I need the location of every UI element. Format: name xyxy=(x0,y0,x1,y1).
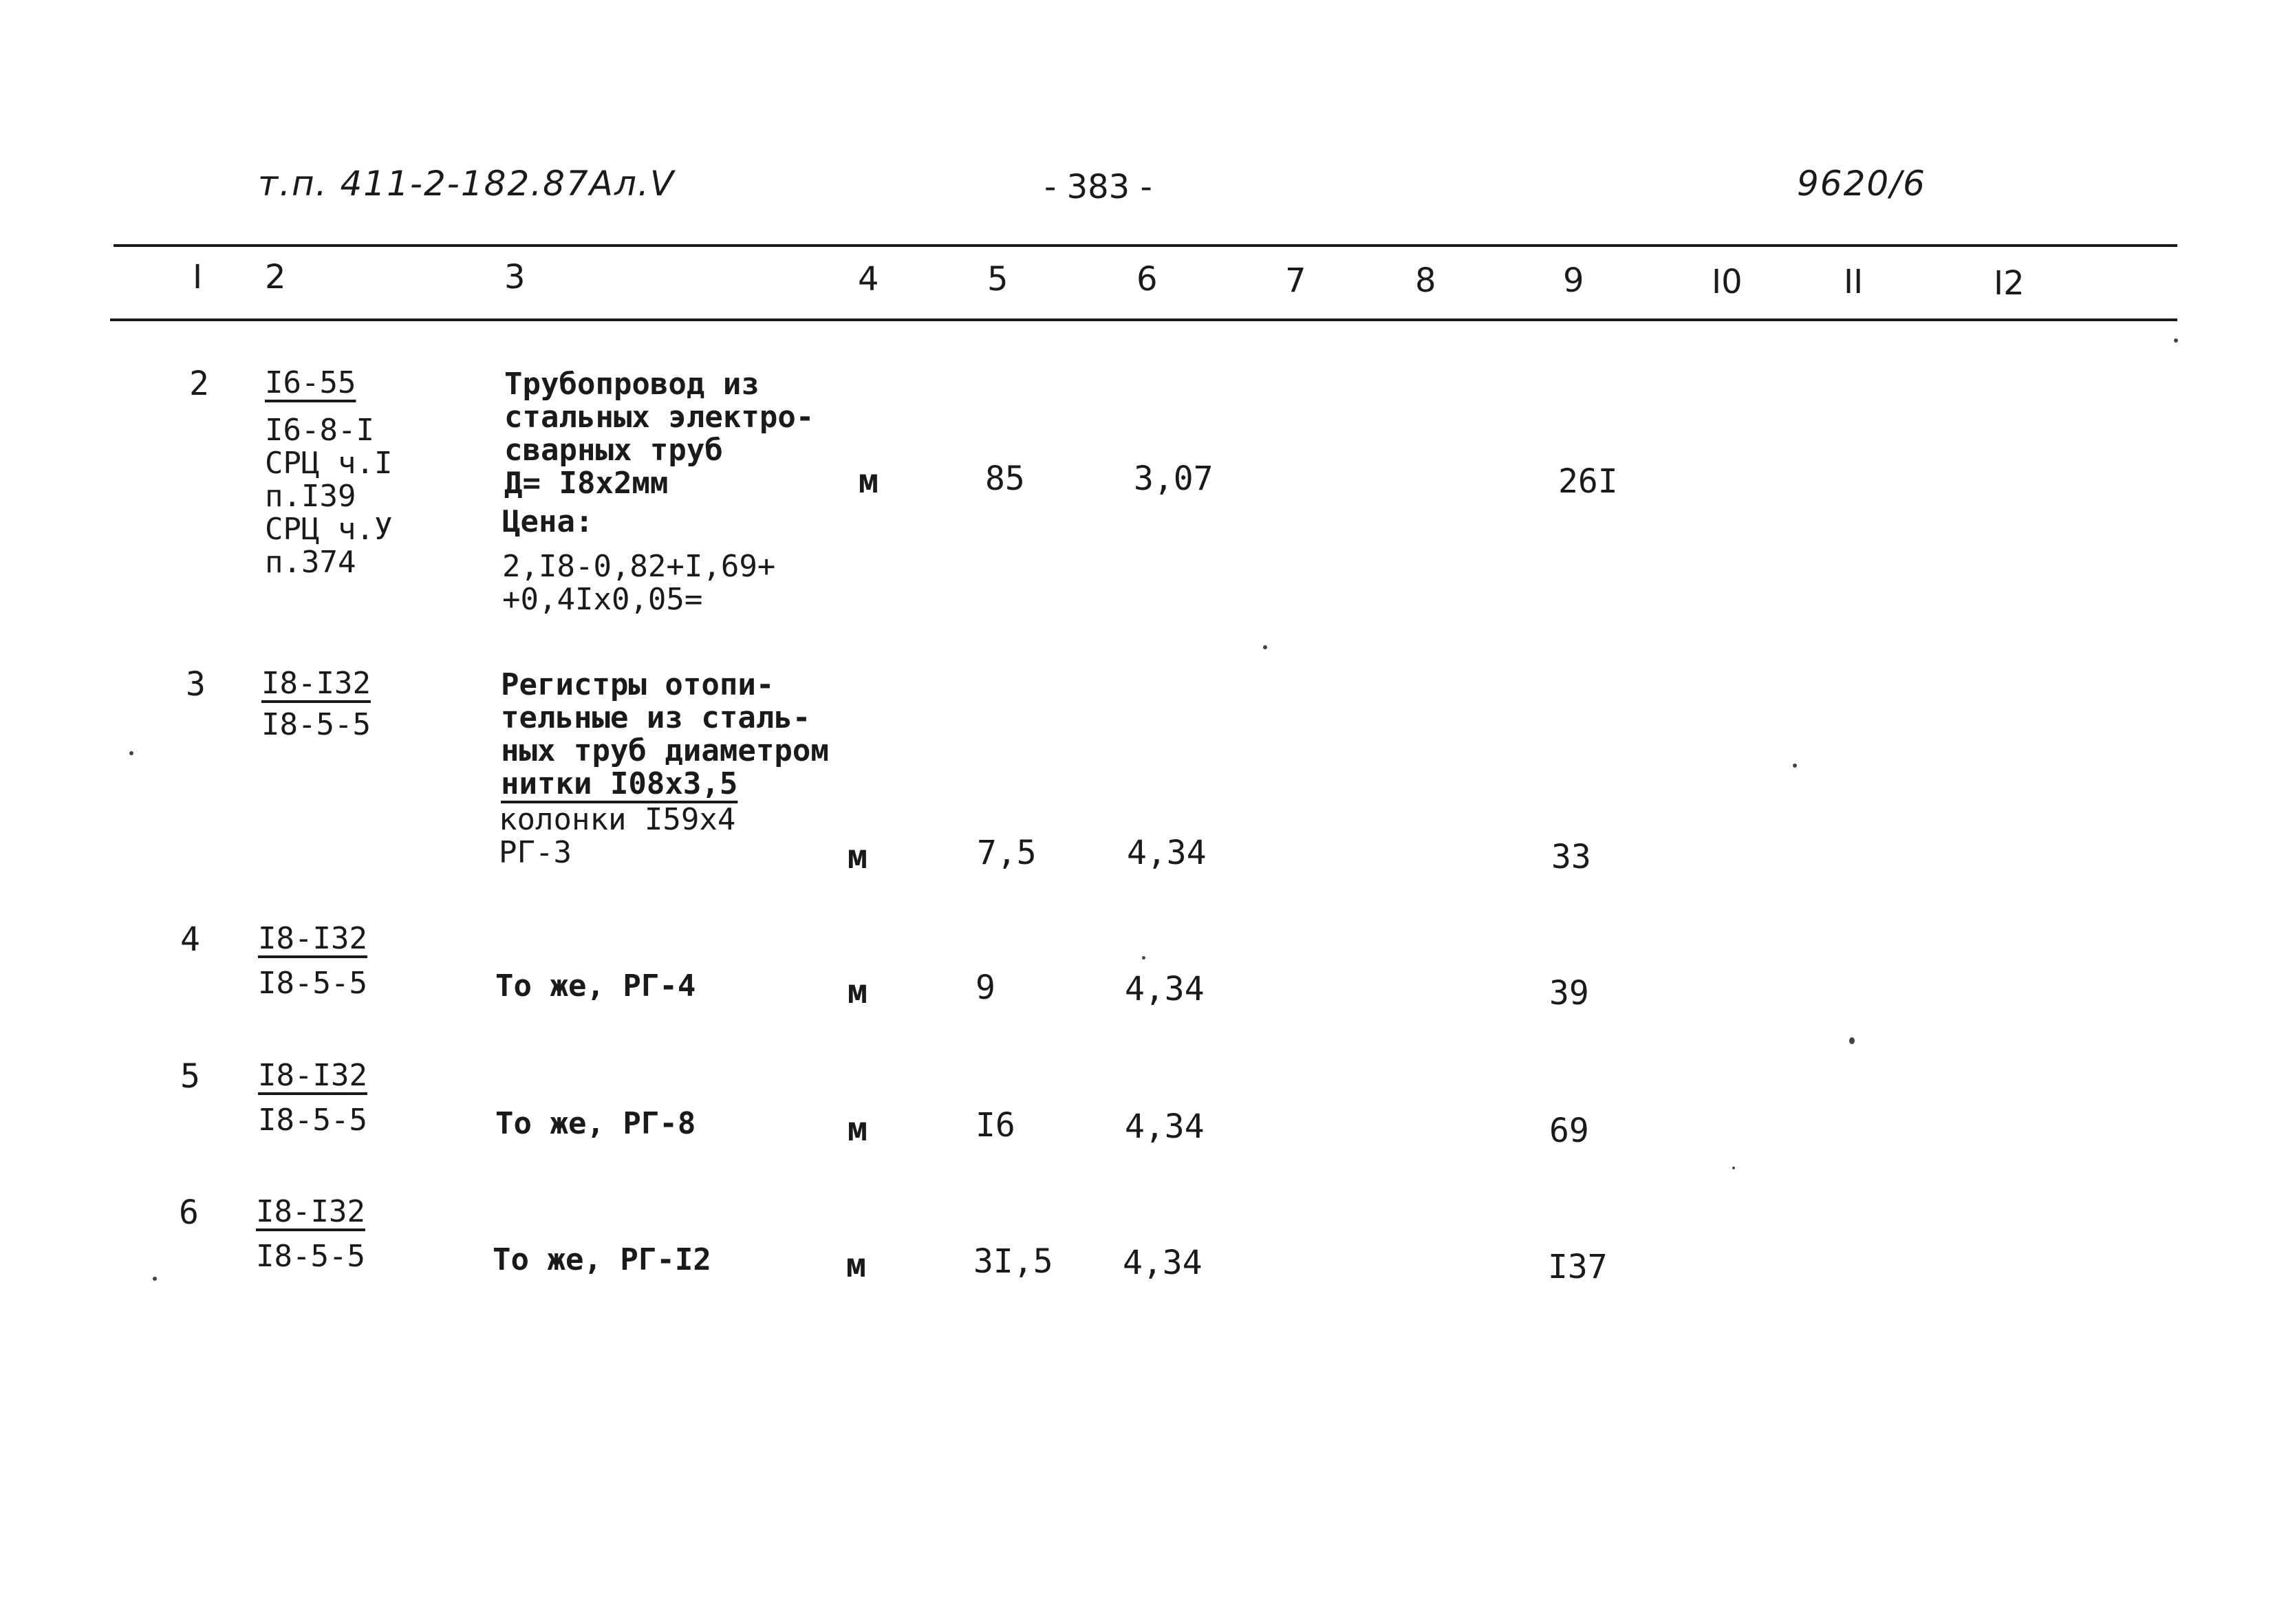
description-line: нитки I08x3,5 xyxy=(501,766,738,801)
price-label: Цена: xyxy=(502,504,594,539)
description-line: ных труб диаметром xyxy=(501,733,829,768)
scan-speck xyxy=(153,1277,157,1281)
header-bottom-rule xyxy=(110,318,2177,321)
unit: м xyxy=(859,462,878,501)
total-cost: 69 xyxy=(1549,1112,1589,1150)
total-cost: I37 xyxy=(1548,1248,1608,1286)
scan-speck xyxy=(1849,1037,1855,1044)
unit: м xyxy=(848,973,867,1011)
item-description-extra xyxy=(499,803,735,869)
unit-price: 4,34 xyxy=(1125,970,1205,1008)
rate-reference: I8-5-5 xyxy=(261,707,371,742)
total-cost: 26I xyxy=(1558,462,1618,501)
description-line: РГ-3 xyxy=(499,835,572,870)
column-header: I xyxy=(193,258,203,296)
reference-line: п.374 xyxy=(265,545,356,580)
row-number: 3 xyxy=(186,665,206,704)
column-header: II xyxy=(1844,263,1864,301)
item-description: То же, РГ-8 xyxy=(495,1106,696,1141)
scan-speck xyxy=(1263,645,1267,649)
description-line: Д= I8x2мм xyxy=(504,466,669,501)
item-description: То же, РГ-I2 xyxy=(493,1242,711,1277)
quantity: 7,5 xyxy=(977,834,1037,872)
price-formula xyxy=(502,550,775,616)
header-top-rule xyxy=(114,244,2177,247)
quantity: 3I,5 xyxy=(973,1242,1053,1281)
rate-reference: I8-5-5 xyxy=(258,1103,367,1138)
scan-speck xyxy=(1732,1167,1735,1169)
total-cost: 33 xyxy=(1551,838,1591,876)
column-header: 9 xyxy=(1563,261,1584,300)
sheet-code: 9620/6 xyxy=(1797,164,1926,204)
description-line: Трубопровод из xyxy=(504,367,759,402)
reference-line: СРЦ ч.У xyxy=(265,512,393,547)
item-description xyxy=(501,669,829,801)
column-header: I0 xyxy=(1712,263,1743,301)
unit-price: 3,07 xyxy=(1134,459,1214,498)
description-line: стальных электро- xyxy=(504,400,815,435)
item-description: То же, РГ-4 xyxy=(495,968,696,1004)
quantity: 85 xyxy=(985,459,1025,498)
formula-line: 2,I8-0,82+I,69+ xyxy=(502,549,776,584)
reference-line: I6-8-I xyxy=(265,413,374,448)
unit-price: 4,34 xyxy=(1125,1107,1205,1146)
document-code: т.п. 411-2-182.87Ал.V xyxy=(258,164,676,204)
item-description xyxy=(504,368,814,500)
unit-price: 4,34 xyxy=(1123,1244,1203,1282)
unit: м xyxy=(848,838,867,876)
scan-speck xyxy=(2174,338,2178,343)
scan-speck xyxy=(1142,956,1145,960)
column-header: 4 xyxy=(858,260,879,299)
column-header: I2 xyxy=(1994,264,2025,303)
scan-speck xyxy=(1793,764,1797,768)
description-line: тельные из сталь- xyxy=(501,700,811,735)
row-number: 6 xyxy=(179,1193,199,1232)
rate-reference: I8-5-5 xyxy=(256,1239,365,1274)
rate-code: I8-I32 xyxy=(258,1058,367,1093)
page-number: - 383 - xyxy=(1044,168,1152,206)
scan-speck xyxy=(129,751,133,755)
total-cost: 39 xyxy=(1549,974,1589,1013)
column-header: 3 xyxy=(504,258,526,296)
description-line: сварных труб xyxy=(504,433,723,468)
column-header: 2 xyxy=(265,258,286,296)
description-line: Регистры отопи- xyxy=(501,667,775,702)
rate-code: I8-I32 xyxy=(256,1194,365,1229)
rate-code: I6-55 xyxy=(265,365,356,400)
row-number: 5 xyxy=(180,1057,200,1096)
rate-code: I8-I32 xyxy=(258,921,367,956)
rate-code: I8-I32 xyxy=(261,666,371,701)
unit: м xyxy=(848,1110,867,1149)
unit: м xyxy=(846,1246,866,1285)
column-header: 8 xyxy=(1415,261,1436,300)
reference-line: п.I39 xyxy=(265,479,356,514)
column-header: 6 xyxy=(1136,260,1158,299)
description-line: колонки I59x4 xyxy=(499,802,736,837)
column-header: 7 xyxy=(1285,261,1306,300)
column-header: 5 xyxy=(987,260,1009,299)
formula-line: +0,4Ix0,05= xyxy=(502,582,703,617)
unit-price: 4,34 xyxy=(1127,834,1207,872)
quantity: 9 xyxy=(975,968,995,1007)
row-number: 4 xyxy=(180,920,200,959)
quantity: I6 xyxy=(975,1106,1015,1145)
row-number: 2 xyxy=(189,365,209,403)
rate-reference: I8-5-5 xyxy=(258,966,367,1001)
reference-line: СРЦ ч.I xyxy=(265,446,393,481)
rate-reference xyxy=(265,414,392,579)
